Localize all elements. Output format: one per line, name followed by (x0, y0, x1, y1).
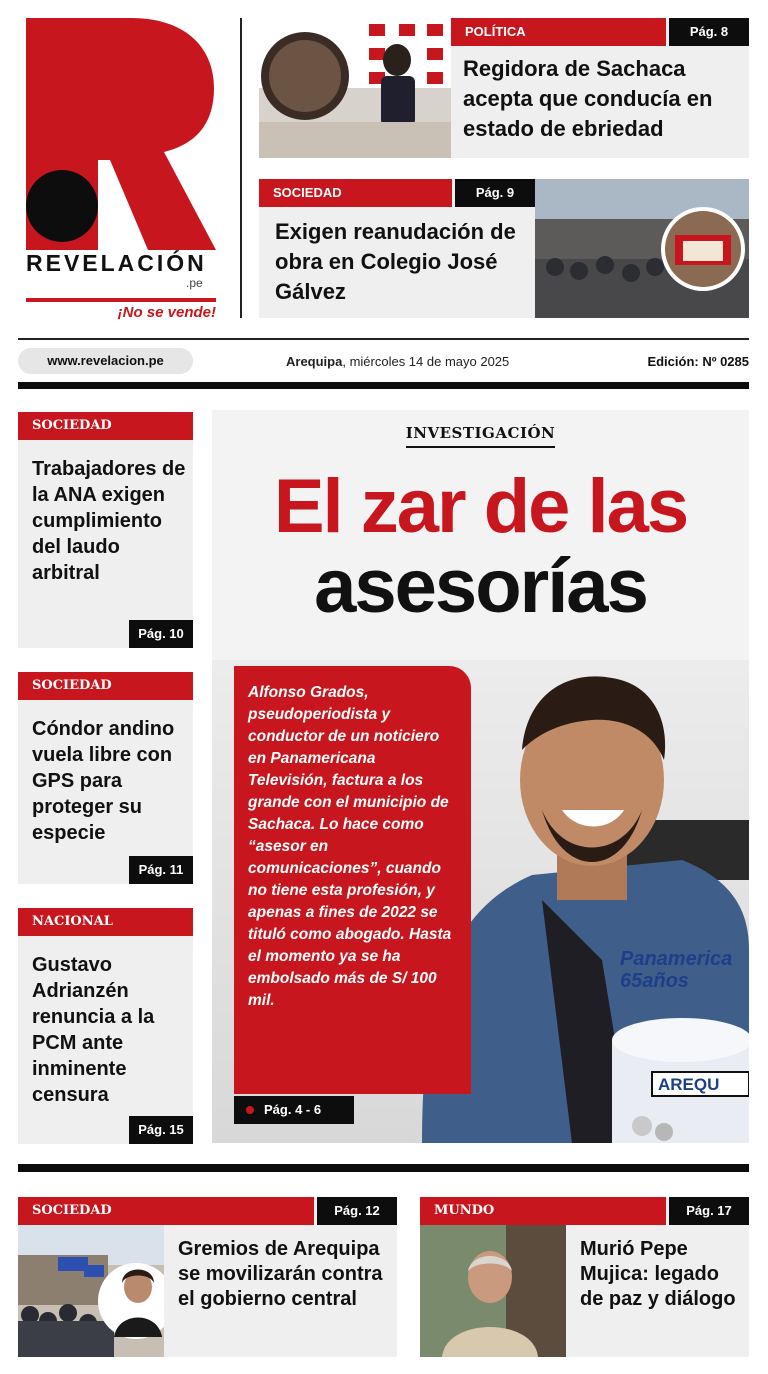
slogan: ¡No se vende! (117, 304, 216, 321)
section-tag: SOCIEDAD (18, 1197, 314, 1225)
page-ref: Pág. 10 (129, 620, 193, 648)
bullet-dot-icon (246, 1106, 254, 1114)
story-headline[interactable]: Murió Pepe Mujica: legado de paz y diálogo (580, 1238, 736, 1310)
story-headline[interactable]: Cóndor andino vuela libre con GPS para proteger su especie (32, 718, 175, 844)
page-ref: Pág. 8 (669, 18, 749, 46)
section-tag: MUNDO (420, 1197, 666, 1225)
page-ref: Pág. 17 (669, 1197, 749, 1225)
story-headline[interactable]: Gremios de Arequipa se movilizarán contra el gobierno central (178, 1238, 383, 1310)
section-tag: SOCIEDAD (18, 412, 193, 440)
side-story[interactable] (18, 672, 193, 884)
section-tag: POLÍTICA (451, 18, 666, 46)
edition-number: Edición: Nº 0285 (647, 354, 749, 369)
story-photo-icon (259, 18, 451, 158)
story-photo-icon (535, 179, 749, 318)
top-story-sociedad[interactable] (259, 179, 749, 318)
top-story-politica[interactable] (259, 18, 749, 158)
section-divider (18, 382, 749, 389)
feature-page-text: Pág. 4 - 6 (264, 1102, 322, 1117)
story-headline[interactable]: Gustavo Adrianzén renuncia a la PCM ante inminente censura (32, 954, 155, 1106)
story-photo-icon (420, 1225, 566, 1357)
top-rule (18, 338, 749, 340)
story-headline[interactable]: Exigen reanudación de obra en Colegio José Gálvez (275, 219, 516, 304)
logo-r-icon[interactable] (26, 18, 216, 250)
page-ref: Pág. 12 (317, 1197, 397, 1225)
brand-name: REVELACIÓN (26, 250, 207, 276)
side-story[interactable] (18, 412, 193, 648)
brand-divider (26, 298, 216, 302)
story-headline[interactable]: Regidora de Sachaca acepta que conducía en estado de ebriedad (463, 56, 713, 141)
page-ref: Pág. 9 (455, 179, 535, 207)
page-ref: Pág. 11 (129, 856, 193, 884)
side-story[interactable] (18, 908, 193, 1144)
bottom-story[interactable] (18, 1197, 397, 1357)
bottom-divider (18, 1164, 749, 1172)
dateline-city: Arequipa (286, 354, 343, 369)
section-tag: NACIONAL (18, 908, 193, 936)
dateline-date: , miércoles 14 de mayo 2025 (342, 354, 510, 369)
kicker-text: INVESTIGACIÓN (406, 424, 556, 448)
feature-summary: Alfonso Grados, pseudoperiodista y conductor de un noticiero en Panamericana Televisión, factura a los grande con el municipio de Sachaca. Lo hace como “asesor en comunicaciones”, cuando no tiene esta profesión, y apenas a fines de 2022 se tituló como abogado. Hasta el momento ya se ha embolsado más de S/ 100 mil. (234, 666, 471, 1094)
story-photo-icon (18, 1225, 164, 1357)
masthead-divider (240, 18, 242, 318)
section-tag: SOCIEDAD (259, 179, 452, 207)
bottom-story[interactable] (420, 1197, 749, 1357)
section-tag: SOCIEDAD (18, 672, 193, 700)
cake-lettering: Panamerica 65años (620, 948, 733, 992)
feature-title-line2[interactable]: asesorías (314, 544, 647, 629)
website-link[interactable]: www.revelacion.pe (18, 348, 193, 374)
dateline (286, 354, 509, 369)
page-ref: Pág. 15 (129, 1116, 193, 1144)
brand-suffix: .pe (186, 276, 203, 290)
story-headline[interactable]: Trabajadores de la ANA exigen cumplimiento del laudo arbitral (32, 458, 186, 584)
feature-story[interactable] (212, 410, 749, 1143)
feature-kicker (212, 424, 749, 443)
cake-sign: AREQU (658, 1075, 720, 1094)
feature-page-ref (234, 1096, 354, 1124)
feature-title-line1[interactable]: El zar de las (273, 464, 688, 549)
